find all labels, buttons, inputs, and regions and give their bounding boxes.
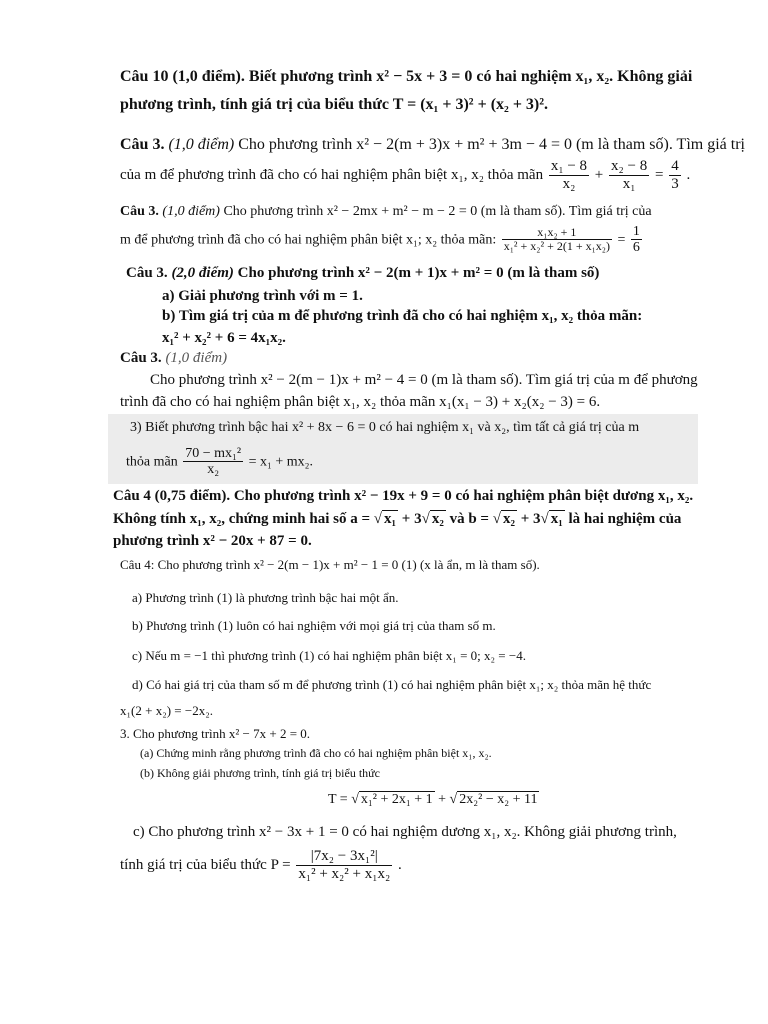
q4b-part-b: b) Phương trình (1) luôn có hai nghiệm với mọi giá trị của tham số m. [132,618,496,633]
q3f-part-a: (a) Chứng minh rằng phương trình đã cho có hai nghiệm phân biệt x₁, x₂. [140,746,492,760]
q3d-text-2: trình đã cho có hai nghiệm phân biệt x₁, x₂ thỏa mãn x₁(x₁ − 3) + x₂(x₂ − 3) = 6. [120,394,601,410]
q3e-text-1: 3) Biết phương trình bậc hai x² + 8x − 6 = 0 có hai nghiệm x₁ và x₂, tìm tất cả giá trị của m [130,420,640,435]
q3b-line-1 [120,204,652,220]
q10-heading: Câu 10 (1,0 điểm). [120,68,245,85]
q3f-sqrt-1: x₁² + 2x₁ + 1 [360,792,433,807]
q4a-mid-4: và b = [449,511,489,527]
q10-line-2 [120,96,548,114]
q3b-text-1: Cho phương trình x² − 2mx + m² − m − 2 = 0 (m là tham số). Tìm giá trị của [223,204,652,219]
q4a-text-3: phương trình x² − 20x + 87 = 0. [113,533,312,549]
q3d-heading: Câu 3. [120,350,162,366]
q3c-condition: x₁² + x₂² + 6 = 4x₁x₂. [162,330,286,346]
q3e-line-2 [126,446,313,478]
q4b-part-a: a) Phương trình (1) là phương trình bậc hai một ẩn. [132,590,399,605]
q3a-heading: Câu 3. [120,136,165,153]
q3f-expression: T = √ x₁² + 2x₁ + 1 + √ 2x₂² − x₂ + 11 [328,792,538,807]
q4a-sqrt-3: x₂ [502,511,515,527]
q3a-line-1 [120,136,745,154]
q3a-fraction-1-den: x₂ [562,175,576,192]
q3e-fraction-num: 70 − mx₁² [185,446,242,461]
q3c-points: (2,0 điểm) [171,265,234,281]
q3f-t-pre: T = [328,792,348,807]
q4a-pre: Không tính x₁, x₂, chứng minh hai số a = [113,511,371,527]
q3f-part-b: (b) Không giải phương trình, tính giá trị biểu thức [140,766,380,780]
q3d-points: (1,0 điểm) [165,350,228,366]
q3c-heading: Câu 3. [126,265,168,281]
q3d-line-0 [120,350,227,367]
q4a-post: là hai nghiệm của [568,511,682,527]
q4b-part-d-condition: x₁(2 + x₂) = −2x₂. [120,703,213,718]
q3g-line-2 [120,848,402,883]
q3g-pre: tính giá trị của biểu thức P = [120,856,291,873]
q3c-text-1: Cho phương trình x² − 2(m + 1)x + m² = 0 (m là tham số) [237,265,600,281]
q4b-heading: Câu 4: [120,557,155,572]
q3a-fraction-2-num: x₂ − 8 [611,158,648,174]
q3a-fraction-3 [669,158,681,193]
q3b-fraction-1-num: x₁x₂ + 1 [502,226,612,240]
q3e-fraction-den: x₂ [207,462,220,478]
q3c-part-a: a) Giải phương trình với m = 1. [162,288,363,304]
q4a-line-2: Không tính x₁, x₂, chứng minh hai số a = √ x₁ + 3√ x₂ và b = √ x₂ + 3√ x₁ là hai nghiệm của [113,511,682,527]
q3b-fraction-2 [631,224,642,256]
q4a-mid-2: + 3 [401,511,422,527]
q3b-heading: Câu 3. [120,204,159,219]
q3g-fraction-num: |7x₂ − 3x₁²| [296,848,392,866]
q3a-fraction-3-num: 4 [671,158,679,174]
q3c-part-b: b) Tìm giá trị của m để phương trình đã cho có hai nghiệm x₁, x₂ thỏa mãn: [162,308,643,324]
q3e-fraction [183,446,243,478]
q4a-sqrt-1: x₁ [384,511,397,527]
q4a-text-1: Cho phương trình x² − 19x + 9 = 0 có hai nghiệm phân biệt dương x₁, x₂. [233,488,694,504]
q4b-line-1 [120,557,540,573]
q4a-mid-6: + 3 [520,511,541,527]
q10-text-2: phương trình, tính giá trị của biểu thức T = (x₁ + 3)² + (x₂ + 3)². [120,96,549,113]
q3e-pre: thỏa mãn [126,454,178,470]
q3a-fraction-3-den: 3 [671,175,679,192]
q3c-line-1 [126,265,599,282]
q3a-line-2: của m để phương trình đã cho có hai nghiệm phân biệt x₁, x₂ thỏa mãn $\frac{\text{x₁ − 8}}{\text{x₂}}$ + $\frac{\text{x₂ − 8}}{\text{x₁}}$ = $\frac{4}{3}$ . [120,158,691,192]
q4a-line-1 [113,488,693,505]
q3b-points: (1,0 điểm) [162,204,220,219]
q3a-fraction-2-den: x₁ [622,175,636,192]
q3a-points: (1,0 điểm) [168,136,235,153]
q3g-text-1: c) Cho phương trình x² − 3x + 1 = 0 có hai nghiệm dương x₁, x₂. Không giải phương trình, [133,824,677,840]
q3a-text-2: của m để phương trình đã cho có hai nghiệm phân biệt x₁, x₂ thỏa mãn [120,166,544,183]
q3f-sqrt-2: 2x₂² − x₂ + 11 [459,792,538,807]
q3a-fraction-2 [609,158,649,193]
q3b-fraction-2-num: 1 [632,224,640,239]
q3a-text-1: Cho phương trình x² − 2(m + 3)x + m² + 3m − 4 = 0 (m là tham số). Tìm giá trị [238,136,745,153]
q4b-part-c: c) Nếu m = −1 thì phương trình (1) có hai nghiệm phân biệt x₁ = 0; x₂ = −4. [132,648,526,663]
q3g-fraction-den: x₁² + x₂² + x₁x₂ [298,865,391,882]
q3g-post: . [397,856,402,873]
q10-line-1 [120,68,692,86]
q3a-fraction-1-num: x₁ − 8 [550,158,588,174]
q4a-sqrt-2: x₂ [431,511,444,527]
q3b-fraction-1-den: x₁² + x₂² + 2(1 + x₁x₂) [503,239,610,254]
q3b-line-2: m để phương trình đã cho có hai nghiệm phân biệt x₁; x₂ thỏa mãn: $\frac{\text{x₁x₂ + 1}}{\text{x₁² + x₂² + 2(1 + x₁x₂)}}$ = $\frac{1}{6}$ [120,224,640,256]
q10-text-1: Biết phương trình x² − 5x + 3 = 0 có hai nghiệm x₁, x₂. Không giải [248,68,693,85]
q4b-part-d: d) Có hai giá trị của tham số m để phương trình (1) có hai nghiệm phân biệt x₁; x₂ thỏa mãn hệ thức [132,677,652,692]
q3f-text-1: 3. Cho phương trình x² − 7x + 2 = 0. [120,726,311,741]
q4b-text-1: Cho phương trình x² − 2(m − 1)x + m² − 1 = 0 (1) (x là ẩn, m là tham số). [157,557,540,572]
q3g-fraction [296,848,392,883]
q3b-fraction-2-den: 6 [632,240,640,256]
q3f-plus: + [438,792,447,807]
q3b-fraction-1 [502,226,612,254]
q3b-text-2: m để phương trình đã cho có hai nghiệm phân biệt x₁; x₂ thỏa mãn: [120,232,497,248]
q3e-post: = x₁ + mx₂. [248,454,314,470]
q4a-heading: Câu 4 (0,75 điểm). [113,488,231,504]
q3a-fraction-1 [549,158,589,193]
q3d-text-1: Cho phương trình x² − 2(m − 1)x + m² − 4 = 0 (m là tham số). Tìm giá trị của m để phương [150,372,698,388]
q4a-sqrt-4: x₁ [550,511,563,527]
